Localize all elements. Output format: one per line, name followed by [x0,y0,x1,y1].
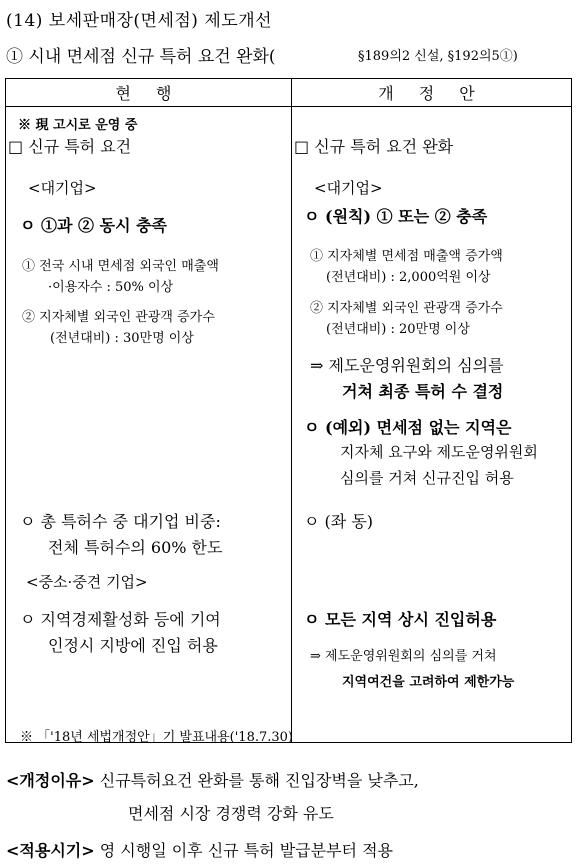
revised-arrow1-line1: ⇒ 제도운영위원회의 심의를 [310,356,504,375]
table-header-row [6,79,572,107]
revised-exception-line2: 지자체 요구와 제도운영위원회 [340,443,538,461]
revised-item2-line2: (전년대비) : 20만명 이상 [326,322,470,337]
revised-exception-line3: 심의를 거쳐 신규진입 허용 [340,469,514,487]
revised-condition: ㅇ (원칙) ① 또는 ② 충족 [304,207,488,226]
revised-item2-line1: ② 지자체별 외국인 관광객 증가수 [310,301,503,316]
current-condition: ㅇ ①과 ② 동시 충족 [20,216,168,235]
revised-arrow2-line2: 지역여건을 고려하여 제한가능 [342,675,515,690]
current-item2-line2: (전년대비) : 30만명 이상 [50,331,194,346]
reason-line2: 면세점 시장 경쟁력 강화 유도 [128,804,334,823]
subsection-heading [6,42,518,67]
section-heading: (14) 보세판매장(면세점) 제도개선 [6,11,273,31]
revised-all-regions: ㅇ 모든 지역 상시 진입허용 [304,610,497,629]
reason-line1 [6,768,419,791]
effective-date-text: 영 시행일 이후 신규 특허 발급분부터 적용 [99,841,394,860]
column-header-current: 현 행 [6,79,292,107]
column-header-revised: 개 정 안 [292,79,572,107]
revised-exception-line1: ㅇ (예외) 면세점 없는 지역은 [304,418,512,437]
current-share-line1: ㅇ 총 특허수 중 대기업 비중: [20,512,221,531]
current-sme-heading: <중소·중견 기업> [26,573,148,591]
law-reference: §189의2 신설, §192의5①) [358,49,518,64]
current-item1-line1: ① 전국 시내 면세점 외국인 매출액 [22,259,219,274]
table-body-row [6,107,572,743]
current-column [6,107,292,743]
current-box-title: □ 신규 특허 요건 [8,137,132,156]
reason-label: <개정이유> [6,771,95,790]
reason-text: 신규특허요건 완화를 통해 진입장벽을 낮추고, [99,771,419,790]
effective-date-label: <적용시기> [6,841,95,860]
revised-arrow2-line1: ⇒ 제도운영위원회의 심의를 거쳐 [310,649,497,664]
footnote: ※ 「'18년 세법개정안」기 발표내용('18.7.30) [20,730,293,745]
current-item2-line1: ② 지자체별 외국인 관광객 증가수 [22,310,215,325]
revised-arrow1-line2: 거쳐 최종 특허 수 결정 [342,382,504,401]
revised-item1-line2: (전년대비) : 2,000억원 이상 [326,270,491,285]
current-sme-line2: 인정시 지방에 진입 허용 [48,636,218,655]
current-notice: ※ 現 고시로 운영 중 [18,118,138,133]
revised-column [292,107,572,743]
revised-large-heading: <대기업> [314,179,383,197]
current-share-line2: 전체 특허수의 60% 한도 [48,538,223,557]
revised-item1-line1: ① 지자체별 면세점 매출액 증가액 [310,249,503,264]
current-sme-line1: ㅇ 지역경제활성화 등에 기여 [20,610,221,629]
effective-date-line [6,838,393,861]
revised-same: ㅇ (좌 동) [304,512,374,531]
current-large-heading: <대기업> [28,179,97,197]
current-item1-line2: ·이용자수 : 50% 이상 [48,280,174,295]
subsection-title: ① 시내 면세점 신규 특허 요건 완화( [6,47,276,67]
comparison-table [5,78,572,743]
revised-box-title: □ 신규 특허 요건 완화 [294,137,454,156]
